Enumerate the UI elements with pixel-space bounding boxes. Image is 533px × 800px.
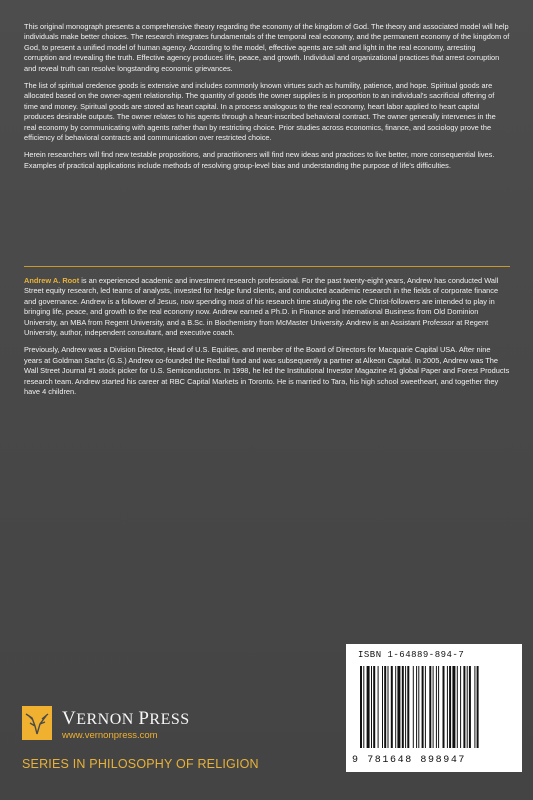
isbn-barcode (346, 644, 522, 772)
author-name: Andrew A. Root (24, 276, 80, 285)
bio-paragraph (24, 276, 510, 338)
isbn-label: ISBN 1-64889-894-7 (358, 650, 465, 660)
publisher-name: VERNON PRESS (62, 708, 190, 729)
blurb-paragraph: This original monograph presents a comprehensive theory regarding the economy of the kingdom of God. The theory and associated model will help individuals make better choices. The research integrates fundamentals of the temporal real economy, and the permanent economy of the kingdom of God, to present a unified model of human agency. According to the model, effective agents are salt and light in the real economy, arresting corruption and revealing the truth. Effective agency produces life, peace, and growth. Individual and organizational practices that arrest corruption and reveal truth can resolve longstanding economic grievances. (24, 22, 510, 73)
bio-paragraph: Previously, Andrew was a Division Director, Head of U.S. Equities, and member of the Board of Directors for Macquarie Capital USA. After nine years at Goldman Sachs (G.S.) Andrew co-founded the Redtail fund and was subsequently a partner at Alkeon Capital. In 2005, Andrew was The Wall Street Journal #1 stock picker for U.S. Semiconductors. In 1998, he led the Institutional Investor Magazine #1 global Paper and Forest Products research team. Andrew started his career at RBC Capital Markets in Toronto. He is married to Tara, his high school sweetheart, and together they have 4 children. (24, 345, 510, 397)
barcode-bars (360, 666, 516, 748)
blurb-paragraph: Herein researchers will find new testable propositions, and practitioners will find new ideas and practices to live better, more consequential lives. Examples of practical applications include methods of resolving group-level bias and understanding the purpose of life's difficulties. (24, 150, 495, 170)
publisher-url: www.vernonpress.com (62, 730, 158, 741)
section-divider (24, 266, 510, 267)
blurb-paragraph: The list of spiritual credence goods is extensive and includes commonly known virtues such as humility, patience, and hope. Spiritual goods are allocated based on the owner-agent relationship. The quantity of goods the owner supplies is in proportion to an individual's sacrificial offering of time and money. Spiritual goods are stored as heart capital. In a process analogous to the real economy, heart labor applied to heart capital produces desirable outputs. The owner relates to his agents through a heart-inscribed behavioral contract. The owner generally intervenes in the real economy by communicating with agents rather than by restricting choice. Prior studies across economics, finance, and sociology prove the efficiency of behavioral contracts and communication over restricted choice. (24, 81, 496, 143)
barcode-digits: 9 781648 898947 (352, 755, 467, 766)
author-bio (24, 276, 510, 404)
publisher-logo-icon (22, 706, 52, 740)
bio-text: is an experienced academic and investment research professional. For the past twenty-eight years, Andrew has conducted Wall Street equity research, led teams of analysts, invested for hedge fund clients, and conducted academic research in the fields of corporate finance and governance. Andrew is a follower of Jesus, now spending most of his research time studying the role Christ-followers are intended to play in bringing life, peace, and growth to the real economy now. Andrew earned a Ph.D. in Finance and International Business from Old Dominion University, an MBA from Regent University, and a B.Sc. in Biochemistry from McMaster University. Andrew is an Assistant Professor at Regent University, author, independent consultant, and executive coach. (24, 276, 499, 338)
series-title: SERIES IN PHILOSOPHY OF RELIGION (22, 757, 259, 771)
book-blurb (24, 22, 510, 178)
